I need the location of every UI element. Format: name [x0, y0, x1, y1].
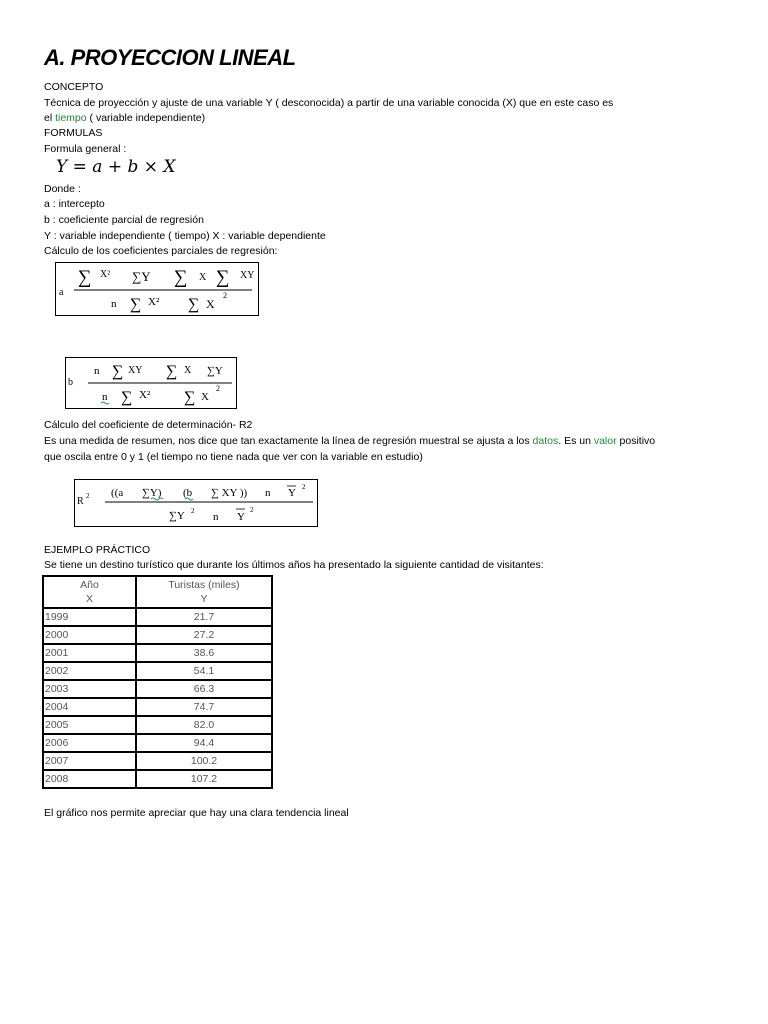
formula-r2-image: [74, 479, 318, 527]
row-value: 107.2: [136, 770, 272, 788]
formula-a-num-sum3: ∑: [216, 267, 230, 288]
formula-a-lhs: a: [59, 287, 64, 298]
concepto-text-line2: [44, 112, 205, 125]
formula-a-num-x2: X²: [100, 269, 111, 280]
formula-a-num-sumy: ∑Y: [132, 269, 151, 284]
general-formula: Y = a + b × X: [56, 157, 176, 177]
general-formula-label: Formula general :: [44, 143, 127, 155]
table-row: [43, 734, 272, 752]
row-value: 82.0: [136, 716, 272, 734]
formula-a-den-sum1: ∑: [130, 296, 142, 313]
formula-b-image: [65, 357, 237, 409]
table-row: [43, 626, 272, 644]
formula-b-num-sum1: ∑: [112, 363, 124, 380]
formula-a-num-x: X: [199, 272, 207, 283]
formula-r2-svg: [75, 480, 317, 526]
header-turistas-label: Turistas (miles): [168, 579, 240, 591]
definition-a: a : intercepto: [44, 198, 105, 210]
formula-r2-den-ybar: Y: [237, 511, 245, 523]
coeficientes-label: Cálculo de los coeficientes parciales de regresión:: [44, 245, 278, 257]
definition-y: Y : variable independiente ( tiempo) X : variable dependiente: [44, 230, 326, 242]
formula-b-lhs: b: [68, 377, 73, 388]
formula-b-svg: [66, 358, 236, 408]
footer-text: El gráfico nos permite apreciar que hay una clara tendencia lineal: [44, 807, 349, 819]
ejemplo-intro: Se tiene un destino turístico que durante los últimos años ha presentado la siguiente cantidad de visitantes:: [44, 559, 544, 571]
table-row: [43, 644, 272, 662]
formula-a-den-x: X: [206, 297, 215, 311]
page-title: A. PROYECCION LINEAL: [44, 45, 296, 70]
formulas-heading: FORMULAS: [44, 127, 103, 139]
formula-b-den-sum2: ∑: [184, 389, 196, 406]
r2-line1-pre: Es una medida de resumen, nos dice que tan exactamente la línea de regresión muestral se ajusta a los: [44, 435, 533, 447]
formula-a-den-exp: 2: [223, 291, 227, 300]
header-ano-label: Año: [80, 579, 99, 591]
row-year: 2008: [43, 770, 136, 788]
formula-a-num-xy: XY: [240, 270, 255, 281]
formula-a-den-n: n: [111, 298, 117, 310]
row-year: 2001: [43, 644, 136, 662]
r2-text-line2: que oscila entre 0 y 1 (el tiempo no tiene nada que ver con la variable en estudio): [44, 451, 423, 463]
donde-label: Donde :: [44, 183, 81, 195]
header-turistas: [136, 576, 272, 608]
r2-line1-post: positivo: [616, 435, 656, 447]
row-value: 27.2: [136, 626, 272, 644]
formula-r2-num-b: (b: [183, 487, 193, 499]
formula-b-num-sumy: ∑Y: [207, 365, 223, 377]
formula-r2-den-sumy: ∑Y: [169, 510, 185, 522]
ejemplo-heading: EJEMPLO PRÁCTICO: [44, 544, 151, 556]
formula-r2-num-ybar: Y: [288, 487, 296, 499]
formula-a-den-sum2: ∑: [188, 296, 200, 313]
formula-r2-num-n: n: [265, 487, 271, 499]
table-row: [43, 662, 272, 680]
formula-b-den-n: n: [102, 391, 108, 403]
formula-a-svg: [56, 263, 258, 315]
header-ano-sub: X: [85, 593, 93, 605]
definition-b: b : coeficiente parcial de regresión: [44, 214, 204, 226]
row-value: 100.2: [136, 752, 272, 770]
formula-b-num-xy: XY: [128, 365, 143, 376]
row-value: 21.7: [136, 608, 272, 626]
formula-b-den-x2: X²: [139, 389, 151, 401]
r2-line1-mid: . Es un: [558, 435, 594, 447]
r2-text-line1: [44, 435, 655, 448]
row-value: 54.1: [136, 662, 272, 680]
row-value: 66.3: [136, 680, 272, 698]
header-turistas-sub: Y: [200, 593, 208, 605]
row-year: 2000: [43, 626, 136, 644]
table-row: [43, 770, 272, 788]
formula-b-den-sum1: ∑: [121, 389, 133, 406]
concepto-line2-post: ( variable independiente): [86, 112, 206, 124]
row-year: 2007: [43, 752, 136, 770]
formula-r2-num-sumy: ∑Y): [142, 487, 162, 499]
valor-link[interactable]: valor: [593, 435, 617, 447]
table-row: [43, 680, 272, 698]
formula-b-num-sum2: ∑: [166, 363, 178, 380]
formula-a-num-sum2: ∑: [174, 267, 188, 288]
formula-r2-den-exp2: 2: [250, 506, 254, 514]
formula-a-den-x2: X²: [148, 296, 160, 308]
row-year: 2006: [43, 734, 136, 752]
formula-b-num-x: X: [184, 365, 192, 376]
formula-b-den-exp: 2: [216, 384, 220, 393]
formula-r2-lhs-exp: 2: [86, 492, 90, 500]
tiempo-link[interactable]: tiempo: [55, 112, 87, 124]
row-year: 1999: [43, 608, 136, 626]
concepto-text-line1: Técnica de proyección y ajuste de una variable Y ( desconocida) a partir de una variable conocida (X) que en este caso es: [44, 97, 614, 109]
r2-heading: Cálculo del coeficiente de determinación- R2: [44, 419, 253, 431]
formula-a-num-sum1: ∑: [78, 267, 92, 288]
row-value: 94.4: [136, 734, 272, 752]
row-year: 2005: [43, 716, 136, 734]
formula-b-den-x: X: [201, 391, 209, 403]
row-value: 38.6: [136, 644, 272, 662]
turistas-table: [42, 575, 273, 789]
formula-b-num-n: n: [94, 365, 100, 377]
formula-r2-den-n: n: [213, 511, 219, 523]
formula-r2-num-sumxy: ∑ XY )): [211, 487, 248, 499]
table-row: [43, 608, 272, 626]
row-value: 74.7: [136, 698, 272, 716]
table-row: [43, 752, 272, 770]
table-row: [43, 716, 272, 734]
formula-r2-lhs: R: [77, 496, 84, 507]
row-year: 2003: [43, 680, 136, 698]
table-row: [43, 698, 272, 716]
formula-r2-num-exp: 2: [302, 483, 306, 491]
header-ano: [43, 576, 136, 608]
formula-a-image: [55, 262, 259, 316]
formula-r2-num-a: ((a: [111, 487, 124, 499]
datos-link[interactable]: datos: [532, 435, 559, 447]
concepto-heading: CONCEPTO: [44, 81, 104, 93]
concepto-line2-pre: el: [44, 112, 56, 124]
formula-r2-den-exp1: 2: [191, 507, 195, 515]
row-year: 2002: [43, 662, 136, 680]
row-year: 2004: [43, 698, 136, 716]
table-header-row: [43, 576, 272, 608]
